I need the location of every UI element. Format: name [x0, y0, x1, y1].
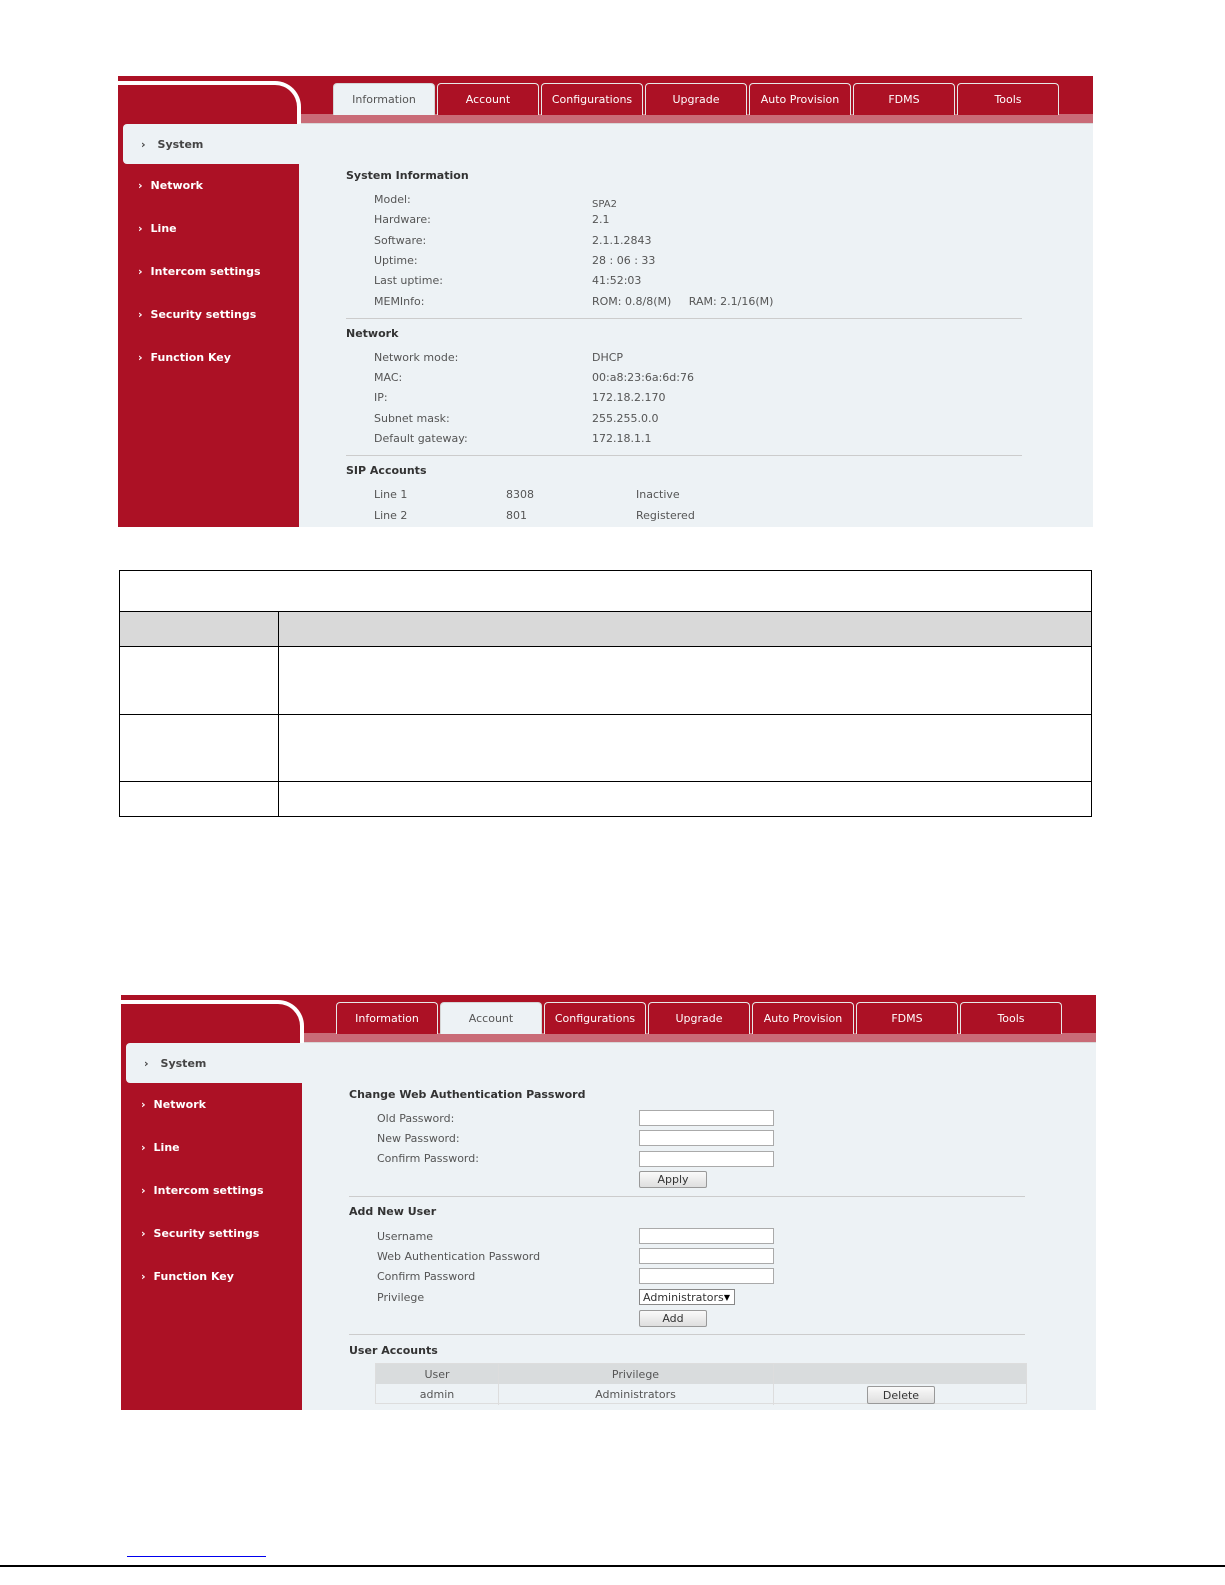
sip-line-status: Registered [636, 509, 695, 522]
privilege-select[interactable] [639, 1289, 735, 1305]
column-divider [773, 1364, 774, 1405]
footer-rule [0, 1565, 1225, 1567]
web-auth-password-label: Web Authentication Password [377, 1250, 541, 1263]
sidebar-nav [121, 1043, 302, 1298]
tab-tools[interactable]: Tools [960, 1002, 1062, 1034]
confirm-password-label: Confirm Password [377, 1270, 476, 1283]
row-label: Subnet mask: [374, 412, 450, 425]
privilege-cell: Administrators [595, 1388, 676, 1401]
sidebar-item-network[interactable] [121, 1083, 302, 1126]
sidebar-item-label: Line [150, 222, 177, 235]
sidebar-item-label: Network [150, 179, 203, 192]
divider [346, 455, 1022, 456]
chevron-right-icon: › [138, 308, 143, 321]
chevron-right-icon: › [138, 265, 143, 278]
sidebar-item-label: Network [153, 1098, 206, 1111]
username-label: Username [377, 1230, 434, 1243]
row-value-network-mode: DHCP [592, 351, 624, 364]
apply-button[interactable]: Apply [639, 1171, 707, 1188]
tab-bar [333, 83, 1059, 115]
sip-line-label: Line 1 [374, 488, 408, 501]
sidebar-item-function-key[interactable] [118, 336, 299, 379]
row-value-model: SPA2 [592, 199, 617, 210]
tab-fdms[interactable]: FDMS [853, 83, 955, 115]
old-password-label: Old Password: [377, 1112, 455, 1125]
chevron-right-icon: › [141, 1227, 146, 1240]
row-label: MAC: [374, 371, 403, 384]
chevron-right-icon: › [138, 351, 143, 364]
table-row [120, 714, 1091, 781]
sip-line-number: 801 [506, 509, 527, 522]
add-user-confirm-password-input[interactable] [639, 1268, 774, 1284]
row-value-last-uptime: 41:52:03 [592, 274, 642, 287]
row-value-software: 2.1.1.2843 [592, 234, 652, 247]
chevron-right-icon: › [144, 1056, 149, 1070]
tab-auto-provision[interactable]: Auto Provision [752, 1002, 854, 1034]
row-label: IP: [374, 391, 388, 404]
confirm-password-label: Confirm Password: [377, 1152, 479, 1165]
sidebar-item-label: Intercom settings [153, 1184, 264, 1197]
sidebar-item-system[interactable] [126, 1043, 304, 1083]
row-label: Default gateway: [374, 432, 468, 445]
section-title-sip-accounts: SIP Accounts [346, 464, 427, 477]
sip-line-status: Inactive [636, 488, 680, 501]
divider [349, 1196, 1025, 1197]
row-label: Uptime: [374, 254, 418, 267]
chevron-right-icon: › [138, 179, 143, 192]
chevron-right-icon: › [141, 1184, 146, 1197]
sidebar-item-security-settings[interactable] [121, 1212, 302, 1255]
top-band-line [299, 123, 1093, 124]
section-title-network: Network [346, 327, 399, 340]
sidebar-nav [118, 124, 299, 379]
new-password-input[interactable] [639, 1130, 774, 1146]
chevron-right-icon: › [141, 1098, 146, 1111]
row-value-subnet-mask: 255.255.0.0 [592, 412, 659, 425]
row-label: Model: [374, 193, 411, 206]
sidebar-item-function-key[interactable] [121, 1255, 302, 1298]
row-label: Last uptime: [374, 274, 443, 287]
row-value-hardware: 2.1 [592, 213, 610, 226]
row-value-uptime: 28 : 06 : 33 [592, 254, 656, 267]
sip-line-label: Line 2 [374, 509, 408, 522]
screenshot-account [121, 995, 1096, 1410]
sidebar-item-line[interactable] [118, 207, 299, 250]
tab-account[interactable]: Account [437, 83, 539, 115]
tab-fdms[interactable]: FDMS [856, 1002, 958, 1034]
parameter-table [119, 570, 1092, 817]
divider [349, 1334, 1025, 1335]
sidebar-item-label: System [160, 1056, 207, 1070]
tab-information[interactable]: Information [336, 1002, 438, 1034]
top-band-base [302, 1033, 1096, 1042]
section-title-system-information: System Information [346, 169, 469, 182]
table-column-divider [278, 611, 279, 817]
tab-bar [336, 1002, 1062, 1034]
row-label: Hardware: [374, 213, 431, 226]
chevron-right-icon: › [138, 222, 143, 235]
tab-configurations[interactable]: Configurations [541, 83, 643, 115]
top-band-line [302, 1042, 1096, 1043]
table-row [120, 781, 1091, 817]
column-header-privilege: Privilege [611, 1368, 660, 1381]
add-button[interactable]: Add [639, 1310, 707, 1327]
user-cell: admin [419, 1388, 455, 1401]
sidebar-item-label: System [157, 137, 204, 151]
row-label: MEMInfo: [374, 295, 425, 308]
delete-button[interactable]: Delete [867, 1386, 935, 1404]
username-input[interactable] [639, 1228, 774, 1244]
section-title-user-accounts: User Accounts [349, 1344, 438, 1357]
sidebar-item-network[interactable] [118, 164, 299, 207]
new-password-label: New Password: [377, 1132, 460, 1145]
sidebar-item-label: Line [153, 1141, 180, 1154]
privilege-label: Privilege [377, 1291, 425, 1304]
section-title-change-password: Change Web Authentication Password [349, 1088, 586, 1101]
footer-link-underline[interactable] [127, 1556, 266, 1557]
row-value-default-gateway: 172.18.1.1 [592, 432, 652, 445]
sidebar-item-line[interactable] [121, 1126, 302, 1169]
chevron-right-icon: › [141, 137, 146, 151]
sidebar-item-label: Function Key [150, 351, 231, 364]
privilege-select-value: Administrators [643, 1290, 724, 1304]
sidebar-item-security-settings[interactable] [118, 293, 299, 336]
sidebar-item-intercom-settings[interactable] [121, 1169, 302, 1212]
screenshot-information [118, 76, 1093, 527]
table-header-row [120, 611, 1091, 646]
sidebar-item-label: Security settings [153, 1227, 260, 1240]
chevron-right-icon: › [141, 1270, 146, 1283]
web-auth-password-input[interactable] [639, 1248, 774, 1264]
section-title-add-new-user: Add New User [349, 1205, 437, 1218]
tab-tools[interactable]: Tools [957, 83, 1059, 115]
old-password-input[interactable] [639, 1110, 774, 1126]
confirm-password-input[interactable] [639, 1151, 774, 1167]
top-band-base [299, 114, 1093, 123]
row-value-ip: 172.18.2.170 [592, 391, 666, 404]
tab-upgrade[interactable]: Upgrade [648, 1002, 750, 1034]
table-row [120, 646, 1091, 714]
row-label: Software: [374, 234, 427, 247]
tab-configurations[interactable]: Configurations [544, 1002, 646, 1034]
column-header-user: User [424, 1368, 450, 1381]
sidebar-item-label: Security settings [150, 308, 257, 321]
tab-upgrade[interactable]: Upgrade [645, 83, 747, 115]
sidebar-item-system[interactable] [123, 124, 301, 164]
divider [346, 318, 1022, 319]
sidebar-item-label: Function Key [153, 1270, 234, 1283]
row-label: Network mode: [374, 351, 459, 364]
chevron-right-icon: › [141, 1141, 146, 1154]
caret-down-icon: ▼ [723, 1292, 730, 1302]
tab-auto-provision[interactable]: Auto Provision [749, 83, 851, 115]
tab-information[interactable]: Information [333, 83, 435, 115]
user-accounts-table [375, 1363, 1027, 1404]
sidebar-item-intercom-settings[interactable] [118, 250, 299, 293]
tab-account[interactable]: Account [440, 1002, 542, 1034]
row-value-meminfo: ROM: 0.8/8(M) RAM: 2.1/16(M) [592, 295, 774, 308]
sidebar-item-label: Intercom settings [150, 265, 261, 278]
row-value-mac: 00:a8:23:6a:6d:76 [592, 371, 694, 384]
sip-line-number: 8308 [506, 488, 534, 501]
